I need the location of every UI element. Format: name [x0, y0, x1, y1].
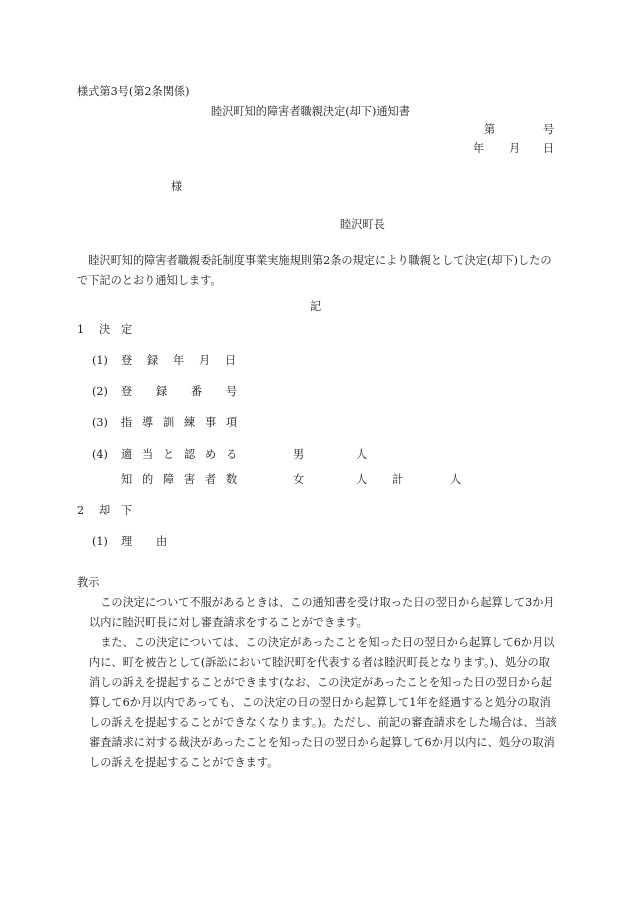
item-number: (2) — [92, 385, 108, 398]
female-count-unit: 人 — [356, 473, 368, 486]
item-label-char: 録 — [147, 354, 159, 367]
date-year: 年 — [473, 142, 485, 155]
section1-title-char: 定 — [121, 323, 133, 336]
notice-paragraph: この決定について不服があるときは、この通知書を受け取った日の翌日から起算して3か月以内に睦沢町長に対し審査請求をすることができます。 — [89, 596, 555, 629]
item-label-char: 日 — [225, 354, 237, 367]
item-label-char: 指 — [121, 416, 133, 429]
item-label-char: 号 — [226, 385, 238, 398]
issuer-name: 睦沢町長 — [340, 218, 385, 231]
item-label-char: 当 — [142, 448, 154, 461]
item-label-char: 者 — [205, 473, 217, 486]
item-label-char: 害 — [184, 473, 196, 486]
item-label-char: 障 — [163, 473, 175, 486]
item-number: (1) — [92, 535, 108, 548]
male-count-unit: 人 — [356, 448, 368, 461]
item-label-char: 練 — [184, 416, 196, 429]
item-label-char: 由 — [156, 535, 168, 548]
total-label: 計 — [392, 473, 404, 486]
male-label: 男 — [293, 448, 305, 461]
section1-number: 1 — [77, 323, 85, 336]
date-month: 月 — [509, 142, 521, 155]
document-title: 睦沢町知的障害者職親決定(却下)通知書 — [211, 105, 410, 118]
item-label-char: 導 — [142, 416, 154, 429]
notice-heading: 教示 — [77, 576, 100, 589]
item-label-char: め — [205, 448, 217, 461]
ki-heading: 記 — [310, 300, 322, 313]
item-label-char: 理 — [121, 535, 133, 548]
item-label-char: 録 — [156, 385, 168, 398]
item-label-char: 数 — [226, 473, 238, 486]
section2-title-char: 却 — [99, 504, 111, 517]
notice-body — [77, 593, 557, 773]
notice-paragraph: また、この決定については、この決定があったことを知った日の翌日から起算して6か月以内に、町を被告として(訴訟において睦沢町を代表する者は睦沢町長となります。)、処分の取消しの訴えを提起することができます(なお、この決定があったことを知った日の翌日から起算して6か月以内であっても、この決定の日の翌日から起算して1年を経過すると処分の取消しの訴えを提起することができなくなります。)。ただし、前記の審査請求をした場合は、当該審査請求に対する裁決があったことを知った日の翌日から起算して6か月以内に、処分の取消しの訴えを提起することができます。 — [89, 636, 557, 769]
section2-title-char: 下 — [121, 504, 133, 517]
addressee-suffix: 様 — [171, 180, 183, 193]
item-label-char: 事 — [205, 416, 217, 429]
item-number: (4) — [92, 448, 108, 461]
item-label-char: 番 — [191, 385, 203, 398]
doc-number-prefix: 第 — [484, 123, 496, 136]
doc-number-suffix: 号 — [543, 123, 555, 136]
item-number: (1) — [92, 354, 108, 367]
item-label-char: 知 — [121, 473, 133, 486]
item-label-char: 登 — [121, 385, 133, 398]
item-label-char: 認 — [184, 448, 196, 461]
item-label-char: 項 — [226, 416, 238, 429]
item-label-char: と — [163, 448, 175, 461]
item-label-char: 年 — [173, 354, 185, 367]
total-count-unit: 人 — [450, 473, 462, 486]
body-paragraph — [77, 251, 557, 291]
section1-title-char: 決 — [99, 323, 111, 336]
female-label: 女 — [293, 473, 305, 486]
item-label-char: る — [226, 448, 238, 461]
item-label-char: 月 — [199, 354, 211, 367]
item-label-char: 適 — [121, 448, 133, 461]
date-day: 日 — [543, 142, 555, 155]
section2-number: 2 — [77, 504, 85, 517]
item-label-char: 訓 — [163, 416, 175, 429]
item-label-char: 登 — [121, 354, 133, 367]
form-number: 様式第3号(第2条関係) — [77, 85, 190, 98]
item-label-char: 的 — [142, 473, 154, 486]
body-text: 睦沢町知的障害者職親委託制度事業実施規則第2条の規定により職親として決定(却下)したので下記のとおり通知します。 — [77, 254, 552, 287]
item-number: (3) — [92, 416, 108, 429]
